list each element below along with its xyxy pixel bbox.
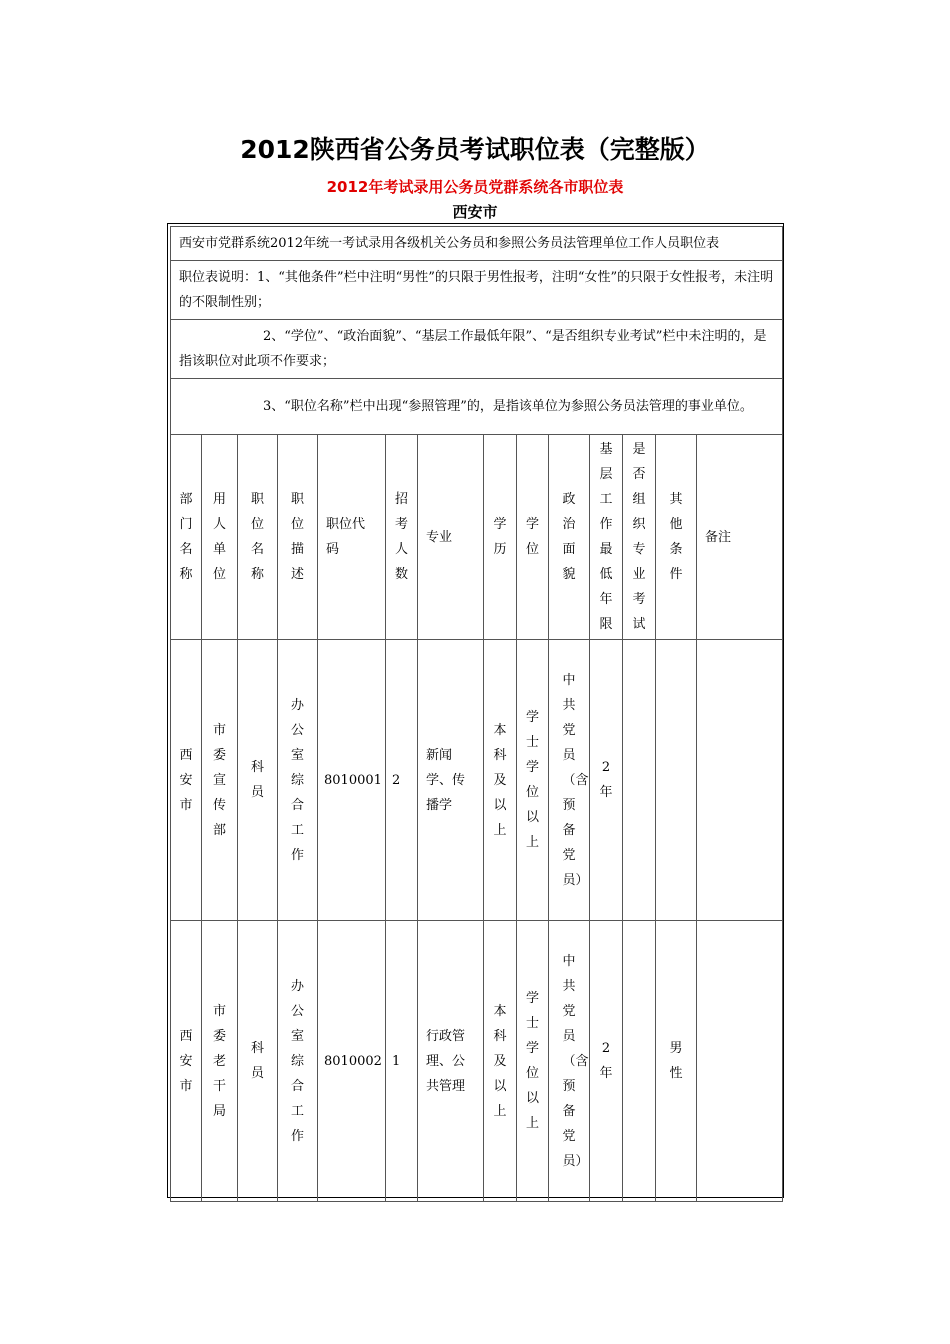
cell-pos-name: 科员 — [251, 760, 265, 800]
cell-unit: 市委老干局 — [213, 1003, 227, 1119]
header-pos-desc: 职位描述 — [291, 492, 305, 582]
header-remark: 备注 — [705, 529, 732, 545]
cell-unit: 市委宣传部 — [213, 722, 227, 838]
cell-edu: 本科及以上 — [493, 1003, 507, 1119]
cell-degree: 学士学位以上 — [526, 710, 540, 850]
cell-count: 1 — [392, 1053, 401, 1069]
header-degree: 学位 — [526, 517, 540, 557]
cell-count: 2 — [392, 772, 401, 788]
note-row — [171, 261, 783, 320]
cell-major: 新闻学、传播学 — [426, 747, 466, 813]
header-major: 专业 — [426, 529, 453, 545]
header-pos-code: 职位代码 — [326, 517, 366, 557]
header-dept: 部门名称 — [179, 492, 193, 582]
note-1: 职位表说明：1、“其他条件”栏中注明“男性”的只限于男性报考，注明“女性”的只限于女性报考，未注明的不限制性别； — [179, 270, 774, 310]
cell-other: 男性 — [669, 1041, 683, 1081]
cell-major: 行政管理、公共管理 — [426, 1028, 466, 1094]
city-heading: 西安市 — [452, 203, 498, 221]
cell-years: 2年 — [599, 1041, 613, 1081]
table-heading-row — [171, 227, 783, 261]
cell-political: 中共党员（含预备党员） — [562, 672, 589, 888]
cell-pos-desc: 办公室综合工作 — [291, 697, 305, 863]
header-pos-name: 职位名称 — [251, 492, 265, 582]
cell-pos-desc: 办公室综合工作 — [291, 978, 305, 1144]
document-subtitle: 2012年考试录用公务员党群系统各市职位表 — [326, 178, 624, 196]
cell-political: 中共党员（含预备党员） — [562, 953, 589, 1169]
cell-pos-name: 科员 — [251, 1041, 265, 1081]
cell-pos-code: 8010002 — [324, 1053, 382, 1069]
header-unit: 用人单位 — [213, 492, 227, 582]
table-heading: 西安市党群系统2012年统一考试录用各级机关公务员和参照公务员法管理单位工作人员职位表 — [179, 236, 720, 251]
cell-degree: 学士学位以上 — [526, 991, 540, 1131]
cell-dept: 西安市 — [179, 1028, 193, 1094]
header-count: 招考人数 — [395, 492, 409, 582]
cell-pos-code: 8010001 — [324, 772, 382, 788]
cell-edu: 本科及以上 — [493, 722, 507, 838]
header-political: 政治面貌 — [562, 492, 576, 582]
header-years: 基层工作最低年限 — [599, 442, 613, 632]
header-other: 其他条件 — [669, 492, 683, 582]
table-row — [171, 921, 783, 1202]
document-title: 2012陕西省公务员考试职位表（完整版） — [240, 135, 710, 164]
header-edu: 学历 — [493, 517, 507, 557]
table-row — [171, 640, 783, 921]
note-2: 2、“学位”、“政治面貌”、“基层工作最低年限”、“是否组织专业考试”栏中未注明的，是指该职位对此项不作要求； — [179, 329, 767, 369]
header-exam: 是否组织专业考试 — [632, 442, 646, 632]
note-row — [171, 379, 783, 435]
cell-dept: 西安市 — [179, 747, 193, 813]
column-header-row — [171, 435, 783, 640]
note-3: 3、“职位名称”栏中出现“参照管理”的，是指该单位为参照公务员法管理的事业单位。 — [263, 399, 753, 414]
note-row — [171, 320, 783, 379]
positions-table — [170, 226, 783, 1202]
cell-years: 2年 — [599, 760, 613, 800]
